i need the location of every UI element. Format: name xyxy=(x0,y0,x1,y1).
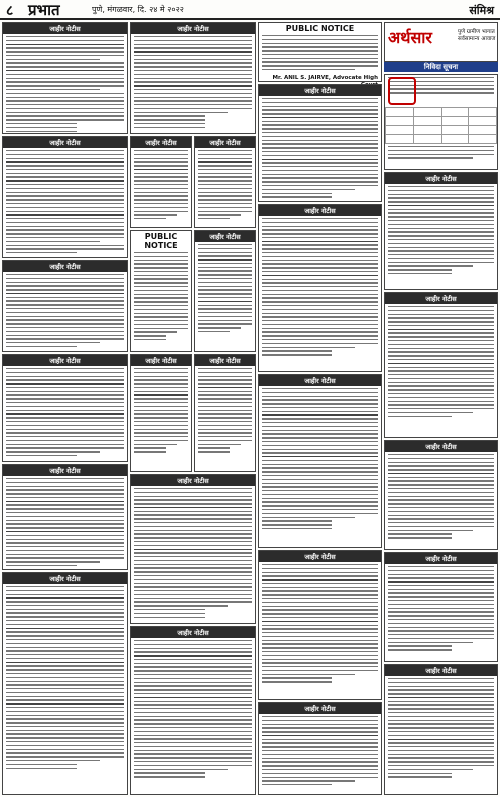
public-notice-21 xyxy=(384,292,498,438)
notice-heading: जाहीर नोटीस xyxy=(131,627,255,638)
arthsar-banner xyxy=(384,22,498,62)
notice-body xyxy=(131,148,191,224)
public-notice-7 xyxy=(130,22,256,134)
notice-heading: जाहीर नोटीस xyxy=(259,375,381,386)
page-number: ८ xyxy=(6,3,14,19)
public-notice-6 xyxy=(2,572,128,795)
notice-heading: जाहीर नोटीस xyxy=(385,441,497,452)
tender-banner: निविदा सूचना xyxy=(384,62,498,72)
notice-heading: जाहीर नोटीस xyxy=(3,465,127,476)
notice-heading: जाहीर नोटीस xyxy=(3,355,127,366)
notice-heading: जाहीर नोटीस xyxy=(259,703,381,714)
notice-body xyxy=(259,33,381,75)
notice-body xyxy=(259,714,381,790)
notice-body xyxy=(131,638,255,782)
section-label: संमिश्र xyxy=(469,4,494,17)
arthsar-tagline: पुणे ग्रामीण भागात सर्वसामान्य आवाज xyxy=(458,29,496,42)
notice-body xyxy=(3,34,127,136)
notice-heading: जाहीर नोटीस xyxy=(259,85,381,96)
notice-body xyxy=(131,250,191,345)
paper-name: प्रभात xyxy=(28,1,60,19)
public-notice-24 xyxy=(384,664,498,795)
notice-body xyxy=(3,148,127,258)
notice-heading: जाहीर नोटीस xyxy=(3,23,127,34)
public-notice-19 xyxy=(258,702,382,795)
public-notice-5 xyxy=(2,464,128,570)
advocate-signature: Mr. ANIL S. JAIRVE, Advocate High xyxy=(272,74,378,81)
date-line: पुणे, मंगळवार, दि. २४ मे २०२२ xyxy=(92,5,184,14)
column-2 xyxy=(130,22,256,795)
notice-heading-en: PUBLIC NOTICE xyxy=(285,24,355,33)
column-1 xyxy=(2,22,128,795)
tender-table xyxy=(385,107,497,144)
public-notice-english-1 xyxy=(130,230,192,352)
notice-body xyxy=(385,304,497,421)
notice-body xyxy=(259,96,381,202)
public-notice-22 xyxy=(384,440,498,550)
notice-body xyxy=(385,452,497,543)
notice-body xyxy=(385,564,497,655)
notice-body xyxy=(131,486,255,622)
notice-heading: जाहीर नोटीस xyxy=(131,355,191,366)
column-4 xyxy=(384,22,498,795)
notice-heading: जाहीर नोटीस xyxy=(3,573,127,584)
public-notice-3 xyxy=(2,260,128,352)
notice-body xyxy=(3,366,127,461)
public-notice-8 xyxy=(130,136,192,228)
notice-body xyxy=(195,242,255,337)
notice-body xyxy=(3,272,127,352)
notice-heading: जाहीर नोटीस xyxy=(195,355,255,366)
notice-heading: जाहीर नोटीस xyxy=(131,475,255,486)
notice-body xyxy=(259,386,381,534)
notice-body xyxy=(259,216,381,360)
public-notice-english-2 xyxy=(258,22,382,82)
public-notice-11 xyxy=(130,354,192,472)
notice-body xyxy=(131,366,191,457)
public-notice-2 xyxy=(2,136,128,258)
column-3 xyxy=(258,22,382,795)
notice-body xyxy=(3,476,127,571)
notice-body xyxy=(259,562,381,687)
public-notice-10 xyxy=(194,230,256,352)
public-notice-18 xyxy=(258,550,382,700)
notice-heading: जाहीर नोटीस xyxy=(3,137,127,148)
notice-body xyxy=(385,676,497,782)
notice-heading: जाहीर नोटीस xyxy=(385,553,497,564)
tender-notice xyxy=(384,74,498,170)
organization-logo xyxy=(388,77,416,105)
notice-heading: जाहीर नोटीस xyxy=(131,23,255,34)
notice-body xyxy=(3,584,127,773)
notice-heading-en: PUBLIC NOTICE xyxy=(144,232,178,250)
public-notice-13 xyxy=(130,474,256,624)
public-notice-1 xyxy=(2,22,128,134)
notice-heading: जाहीर नोटीस xyxy=(385,173,497,184)
public-notice-12 xyxy=(194,354,256,472)
public-notice-23 xyxy=(384,552,498,662)
public-notice-20 xyxy=(384,172,498,290)
public-notice-15 xyxy=(258,84,382,202)
public-notice-17 xyxy=(258,374,382,548)
notice-heading: जाहीर नोटीस xyxy=(3,261,127,272)
notice-heading: जाहीर नोटीस xyxy=(259,205,381,216)
notice-heading: जाहीर नोटीस xyxy=(195,231,255,242)
public-notice-4 xyxy=(2,354,128,462)
public-notice-16 xyxy=(258,204,382,372)
arthsar-logo: अर्थसार xyxy=(388,28,432,47)
masthead xyxy=(0,0,500,20)
public-notice-9 xyxy=(194,136,256,228)
notice-heading: जाहीर नोटीस xyxy=(259,551,381,562)
notice-heading: जाहीर नोटीस xyxy=(131,137,191,148)
public-notice-14 xyxy=(130,626,256,795)
notice-body xyxy=(195,366,255,457)
notice-body xyxy=(195,148,255,224)
notice-body xyxy=(131,34,255,133)
notice-body xyxy=(385,184,497,279)
notice-heading: जाहीर नोटीस xyxy=(385,665,497,676)
notice-heading: जाहीर नोटीस xyxy=(195,137,255,148)
notice-heading: जाहीर नोटीस xyxy=(385,293,497,304)
